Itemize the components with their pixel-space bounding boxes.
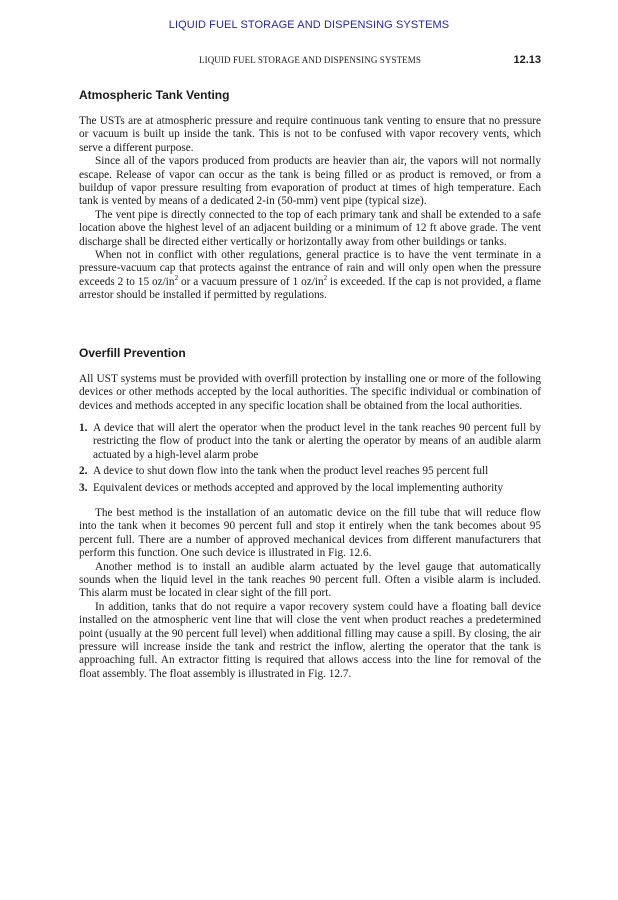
superscript: 2 — [174, 274, 179, 283]
list-item — [79, 482, 541, 495]
list-item-text: A device to shut down flow into the tank when the product level reaches 95 percent full — [93, 465, 489, 478]
section-heading: Atmospheric Tank Venting — [79, 88, 230, 102]
list-number: 3. — [79, 481, 88, 494]
page-number: 12.13 — [513, 54, 541, 66]
paragraph: The vent pipe is directly connected to the top of each primary tank and shall be extended to a safe location above the highest level of an adjacent building or a minimum of 12 ft above grade. The vent discharge shall be directed either vertically or horizontally away from other buildings or tanks. — [79, 208, 541, 248]
list-number: 2. — [79, 465, 88, 478]
list-number: 1. — [79, 421, 88, 434]
paragraph: In addition, tanks that do not require a vapor recovery system could have a floating ball device installed on the atmospheric vent line that will close the vent when product reaches a predetermined point (usually at the 90 percent full level) when additional filling may cause a spill. By closing, the air pressure will increase inside the tank and restrict the inflow, alerting the operator that the tank is approaching full. An extractor fitting is required that allows access into the line for removal of the float assembly. The float assembly is illustrated in Fig. 12.7. — [79, 600, 541, 680]
paragraph: The USTs are at atmospheric pressure and require continuous tank venting to ensure that no pressure or vacuum is built up inside the tank. This is not to be confused with vapor recovery vents, which serve a different purpose. — [79, 115, 541, 154]
header-title: LIQUID FUEL STORAGE AND DISPENSING SYSTEMS — [199, 55, 421, 65]
paragraph: Another method is to install an audible alarm actuated by the level gauge that automatically sounds when the liquid level in the tank reaches 90 percent full. Often a visible alarm is included. This alarm must be located in clear sight of the fill port. — [79, 560, 541, 600]
superscript: 2 — [323, 274, 328, 283]
numbered-list — [79, 422, 541, 495]
text-run: or a vacuum pressure of 1 oz/in — [178, 275, 324, 288]
section-overfill-prevention — [79, 345, 541, 682]
paragraph — [79, 249, 541, 303]
paragraph: All UST systems must be provided with overfill protection by installing one or more of the following devices or other methods accepted by the local authorities. The specific individual or combination of devices and methods accepted in any specific location shall be obtained from the local authorities. — [79, 372, 541, 412]
paragraph: The best method is the installation of an automatic device on the fill tube that will reduce flow into the tank when it becomes 90 percent full and stop it entirely when the tank becomes about 95 percent full. There are a number of approved mechanical devices from different manufacturers that perform this function. One such device is illustrated in Fig. 12.6. — [79, 506, 541, 560]
running-head: LIQUID FUEL STORAGE AND DISPENSING SYSTEMS — [168, 19, 450, 31]
page-content — [79, 87, 541, 681]
paragraph: Since all of the vapors produced from products are heavier than air, the vapors will not normally escape. Release of vapor can occur as the tank is being filled or as product is removed, or from a buildup of vapor pressure resulting from evaporation of product at times of high temperature. Each tank is vented by means of a dedicated 2-in (50-mm) vent pipe (typical size). — [79, 155, 541, 208]
list-item — [79, 465, 541, 478]
text-run: When not in conflict with other regulations, general practice is to have the vent terminate in a pressure-vacuum cap that protects against the entrance of rain and will only open when the pressure exceeds 2 to 15 oz/in — [79, 249, 541, 288]
text-run: is exceeded. If the cap is not provided, a flame arrestor should be installed if permitted by regulations. — [79, 275, 541, 302]
section-heading: Overfill Prevention — [79, 345, 186, 360]
page-header — [79, 55, 541, 69]
section-atmospheric-tank-venting — [79, 87, 541, 303]
list-item-text: A device that will alert the operator when the product level in the tank reaches 90 percent full by restricting the flow of product into the tank or alerting the operator by means of an audible alarm actuated by a high-level alarm probe — [93, 421, 541, 461]
list-item-text: Equivalent devices or methods accepted and approved by the local implementing authority — [93, 481, 504, 494]
list-item — [79, 422, 541, 462]
